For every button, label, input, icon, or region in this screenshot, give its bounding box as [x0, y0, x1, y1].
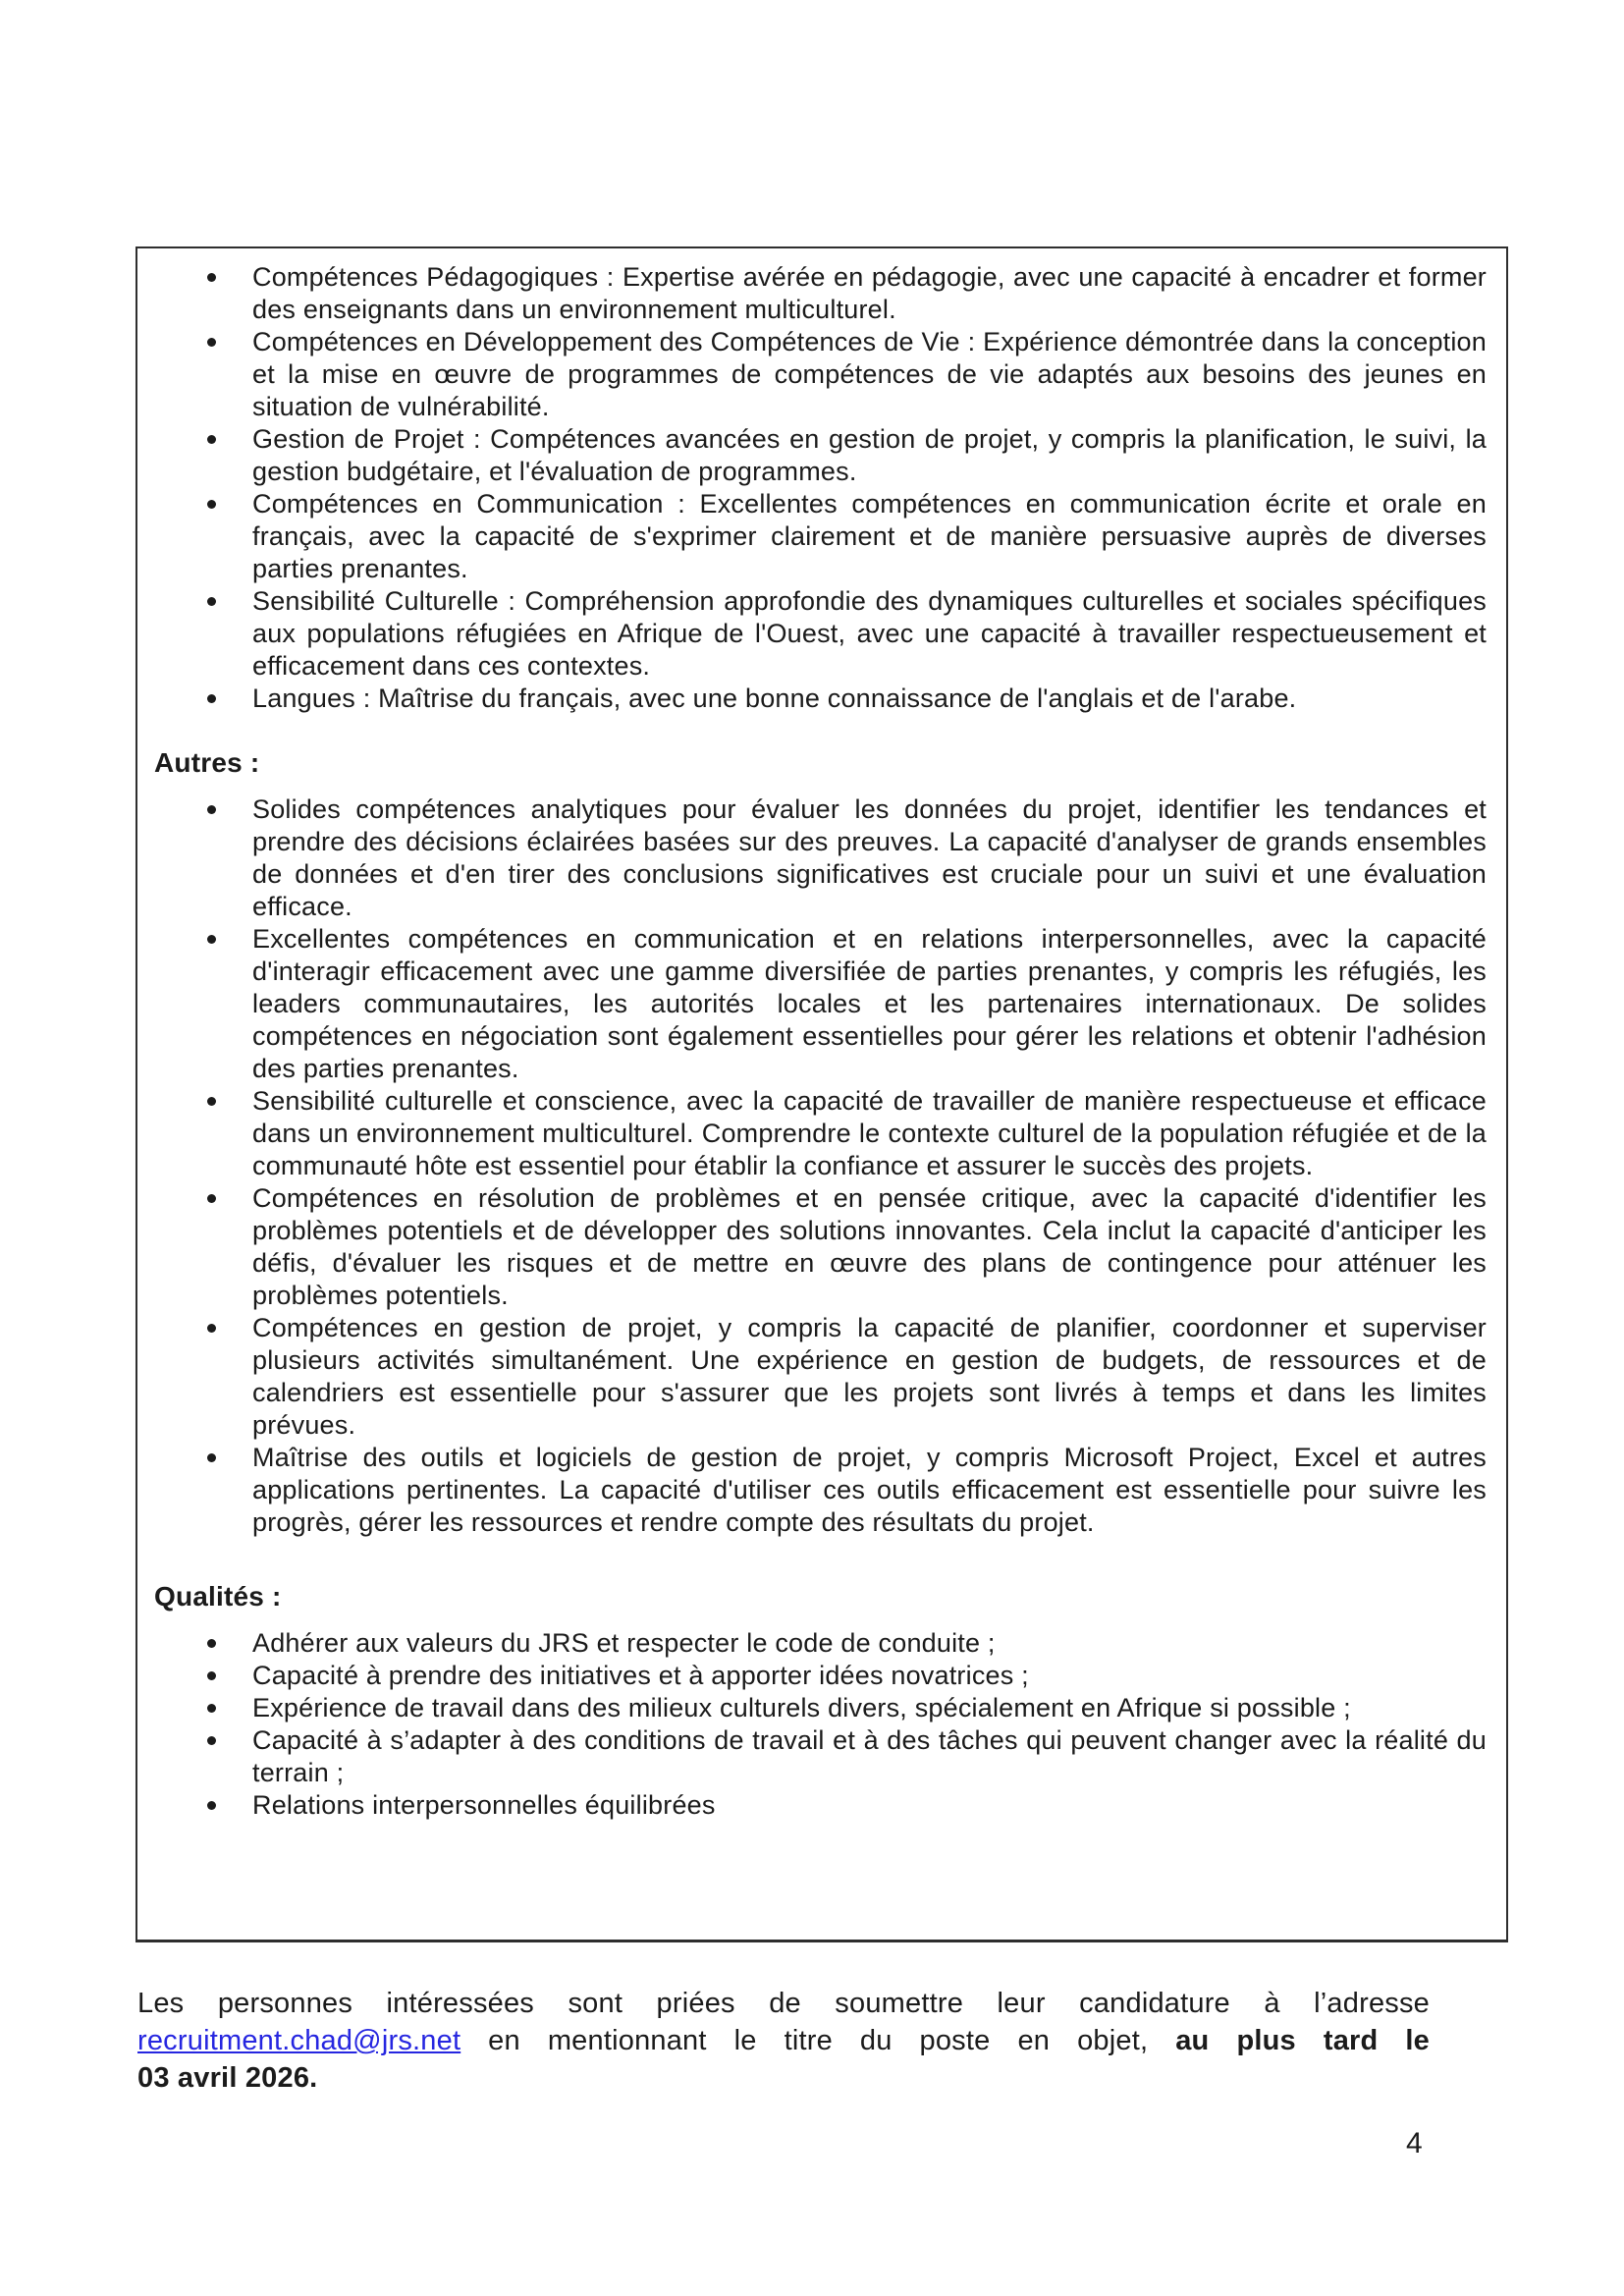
list-item-text: Relations interpersonnelles équilibrées — [252, 1790, 716, 1820]
list-item-text: Maîtrise des outils et logiciels de gestion de projet, y compris Microsoft Project, Excel et autres applications pertinentes. La capacité d'utiliser ces outils efficacement est essentielle pour suivre les progrès, gérer les ressources et rendre compte des résultats du projet. — [252, 1443, 1487, 1537]
deadline-text-bold: au plus tard le — [1175, 2025, 1430, 2056]
list-item — [137, 1789, 1506, 1822]
list-item — [137, 683, 1506, 715]
list-item-text: Capacité à s’adapter à des conditions de travail et à des tâches qui peuvent changer avec la réalité du terrain ; — [252, 1725, 1487, 1787]
bullet-icon — [207, 935, 216, 944]
bullet-icon — [207, 1671, 216, 1680]
list-item — [137, 261, 1506, 326]
list-item-text: Adhérer aux valeurs du JRS et respecter le code de conduite ; — [252, 1628, 996, 1658]
list-item — [137, 1724, 1506, 1789]
bullet-icon — [207, 597, 216, 606]
bullet-icon — [207, 1639, 216, 1648]
closing-line-1 — [137, 1985, 1430, 2022]
list-item — [137, 1660, 1506, 1692]
bullet-icon — [207, 1097, 216, 1106]
closing-paragraph — [137, 1985, 1430, 2097]
content-box — [135, 246, 1508, 1942]
bullet-icon — [207, 338, 216, 347]
bullet-icon — [207, 1194, 216, 1203]
bullet-icon — [207, 805, 216, 814]
bullet-icon — [207, 1704, 216, 1713]
list-item-text: Compétences en résolution de problèmes et en pensée critique, avec la capacité d'identifier les problèmes potentiels et de développer des solutions innovantes. Cela inclut la capacité d'anticiper les défis, d'évaluer les risques et de mettre en œuvre des plans de contingence pour atténuer les problèmes potentiels. — [252, 1183, 1487, 1310]
list-item-text: Expérience de travail dans des milieux culturels divers, spécialement en Afrique si possible ; — [252, 1693, 1351, 1722]
bullet-icon — [207, 1324, 216, 1333]
list-item — [137, 585, 1506, 683]
list-item-text: Compétences Pédagogiques : Expertise avérée en pédagogie, avec une capacité à encadrer et former des enseignants dans un environnement multiculturel. — [252, 262, 1487, 324]
closing-text: Les personnes intéressées sont priées de soumettre leur candidature à l’adresse — [137, 1988, 1430, 2019]
bullet-icon — [207, 1453, 216, 1462]
list-item — [137, 1085, 1506, 1182]
competences-list — [137, 261, 1506, 715]
list-item-text: Compétences en gestion de projet, y compris la capacité de planifier, coordonner et superviser plusieurs activités simultanément. Une expérience en gestion de budgets, de ressources et de calendriers est essentielle pour s'assurer que les projets sont livrés à temps et dans les limites prévues. — [252, 1313, 1487, 1440]
list-item-text: Excellentes compétences en communication et en relations interpersonnelles, avec la capacité d'interagir efficacement avec une gamme diversifiée de parties prenantes, y compris les réfugiés, les leaders communautaires, les autorités locales et les partenaires internationaux. De solides compétences en négociation sont également essentielles pour gérer les relations et obtenir l'adhésion des parties prenantes. — [252, 924, 1487, 1083]
email-link[interactable]: recruitment.chad@jrs.net — [137, 2025, 461, 2056]
list-item — [137, 1442, 1506, 1539]
list-item — [137, 923, 1506, 1085]
list-item — [137, 488, 1506, 585]
qualites-list — [137, 1627, 1506, 1822]
bullet-icon — [207, 1801, 216, 1810]
list-item-text: Capacité à prendre des initiatives et à apporter idées novatrices ; — [252, 1661, 1029, 1690]
list-item — [137, 326, 1506, 423]
bullet-icon — [207, 273, 216, 282]
list-item — [137, 1312, 1506, 1442]
list-item-text: Gestion de Projet : Compétences avancées en gestion de projet, y compris la planification, le suivi, la gestion budgétaire, et l'évaluation de programmes. — [252, 424, 1487, 486]
autres-heading: Autres : — [154, 747, 260, 778]
list-item-text: Langues : Maîtrise du français, avec une bonne connaissance de l'anglais et de l'arabe. — [252, 683, 1297, 713]
bullet-icon — [207, 694, 216, 703]
bullet-icon — [207, 435, 216, 444]
bullet-icon — [207, 500, 216, 509]
list-item-text: Compétences en Communication : Excellentes compétences en communication écrite et orale en français, avec la capacité de s'exprimer clairement et de manière persuasive auprès de diverses parties prenantes. — [252, 489, 1487, 583]
list-item — [137, 1182, 1506, 1312]
list-item — [137, 793, 1506, 923]
closing-line-3 — [137, 2059, 1430, 2097]
qualites-heading: Qualités : — [154, 1581, 282, 1612]
closing-line-2 — [137, 2022, 1430, 2059]
list-item — [137, 423, 1506, 488]
autres-list — [137, 793, 1506, 1539]
list-item-text: Sensibilité Culturelle : Compréhension approfondie des dynamiques culturelles et sociales spécifiques aux populations réfugiées en Afrique de l'Ouest, avec une capacité à travailler respectueusement et efficacement dans ces contextes. — [252, 586, 1487, 681]
page-number: 4 — [1406, 2127, 1423, 2159]
list-item-text: Compétences en Développement des Compétences de Vie : Expérience démontrée dans la conception et la mise en œuvre de programmes de compétences de vie adaptés aux besoins des jeunes en situation de vulnérabilité. — [252, 327, 1487, 421]
list-item — [137, 1627, 1506, 1660]
closing-text: en mentionnant le titre du poste en objet, — [460, 2025, 1176, 2056]
deadline-date-bold: 03 avril 2026. — [137, 2062, 318, 2094]
bullet-icon — [207, 1736, 216, 1745]
list-item-text: Solides compétences analytiques pour évaluer les données du projet, identifier les tendances et prendre des décisions éclairées basées sur des preuves. La capacité d'analyser de grands ensembles de données et d'en tirer des conclusions significatives est cruciale pour un suivi et une évaluation efficace. — [252, 794, 1487, 921]
list-item-text: Sensibilité culturelle et conscience, avec la capacité de travailler de manière respectueuse et efficace dans un environnement multiculturel. Comprendre le contexte culturel de la population réfugiée et de la communauté hôte est essentiel pour établir la confiance et assurer le succès des projets. — [252, 1086, 1487, 1180]
list-item — [137, 1692, 1506, 1724]
